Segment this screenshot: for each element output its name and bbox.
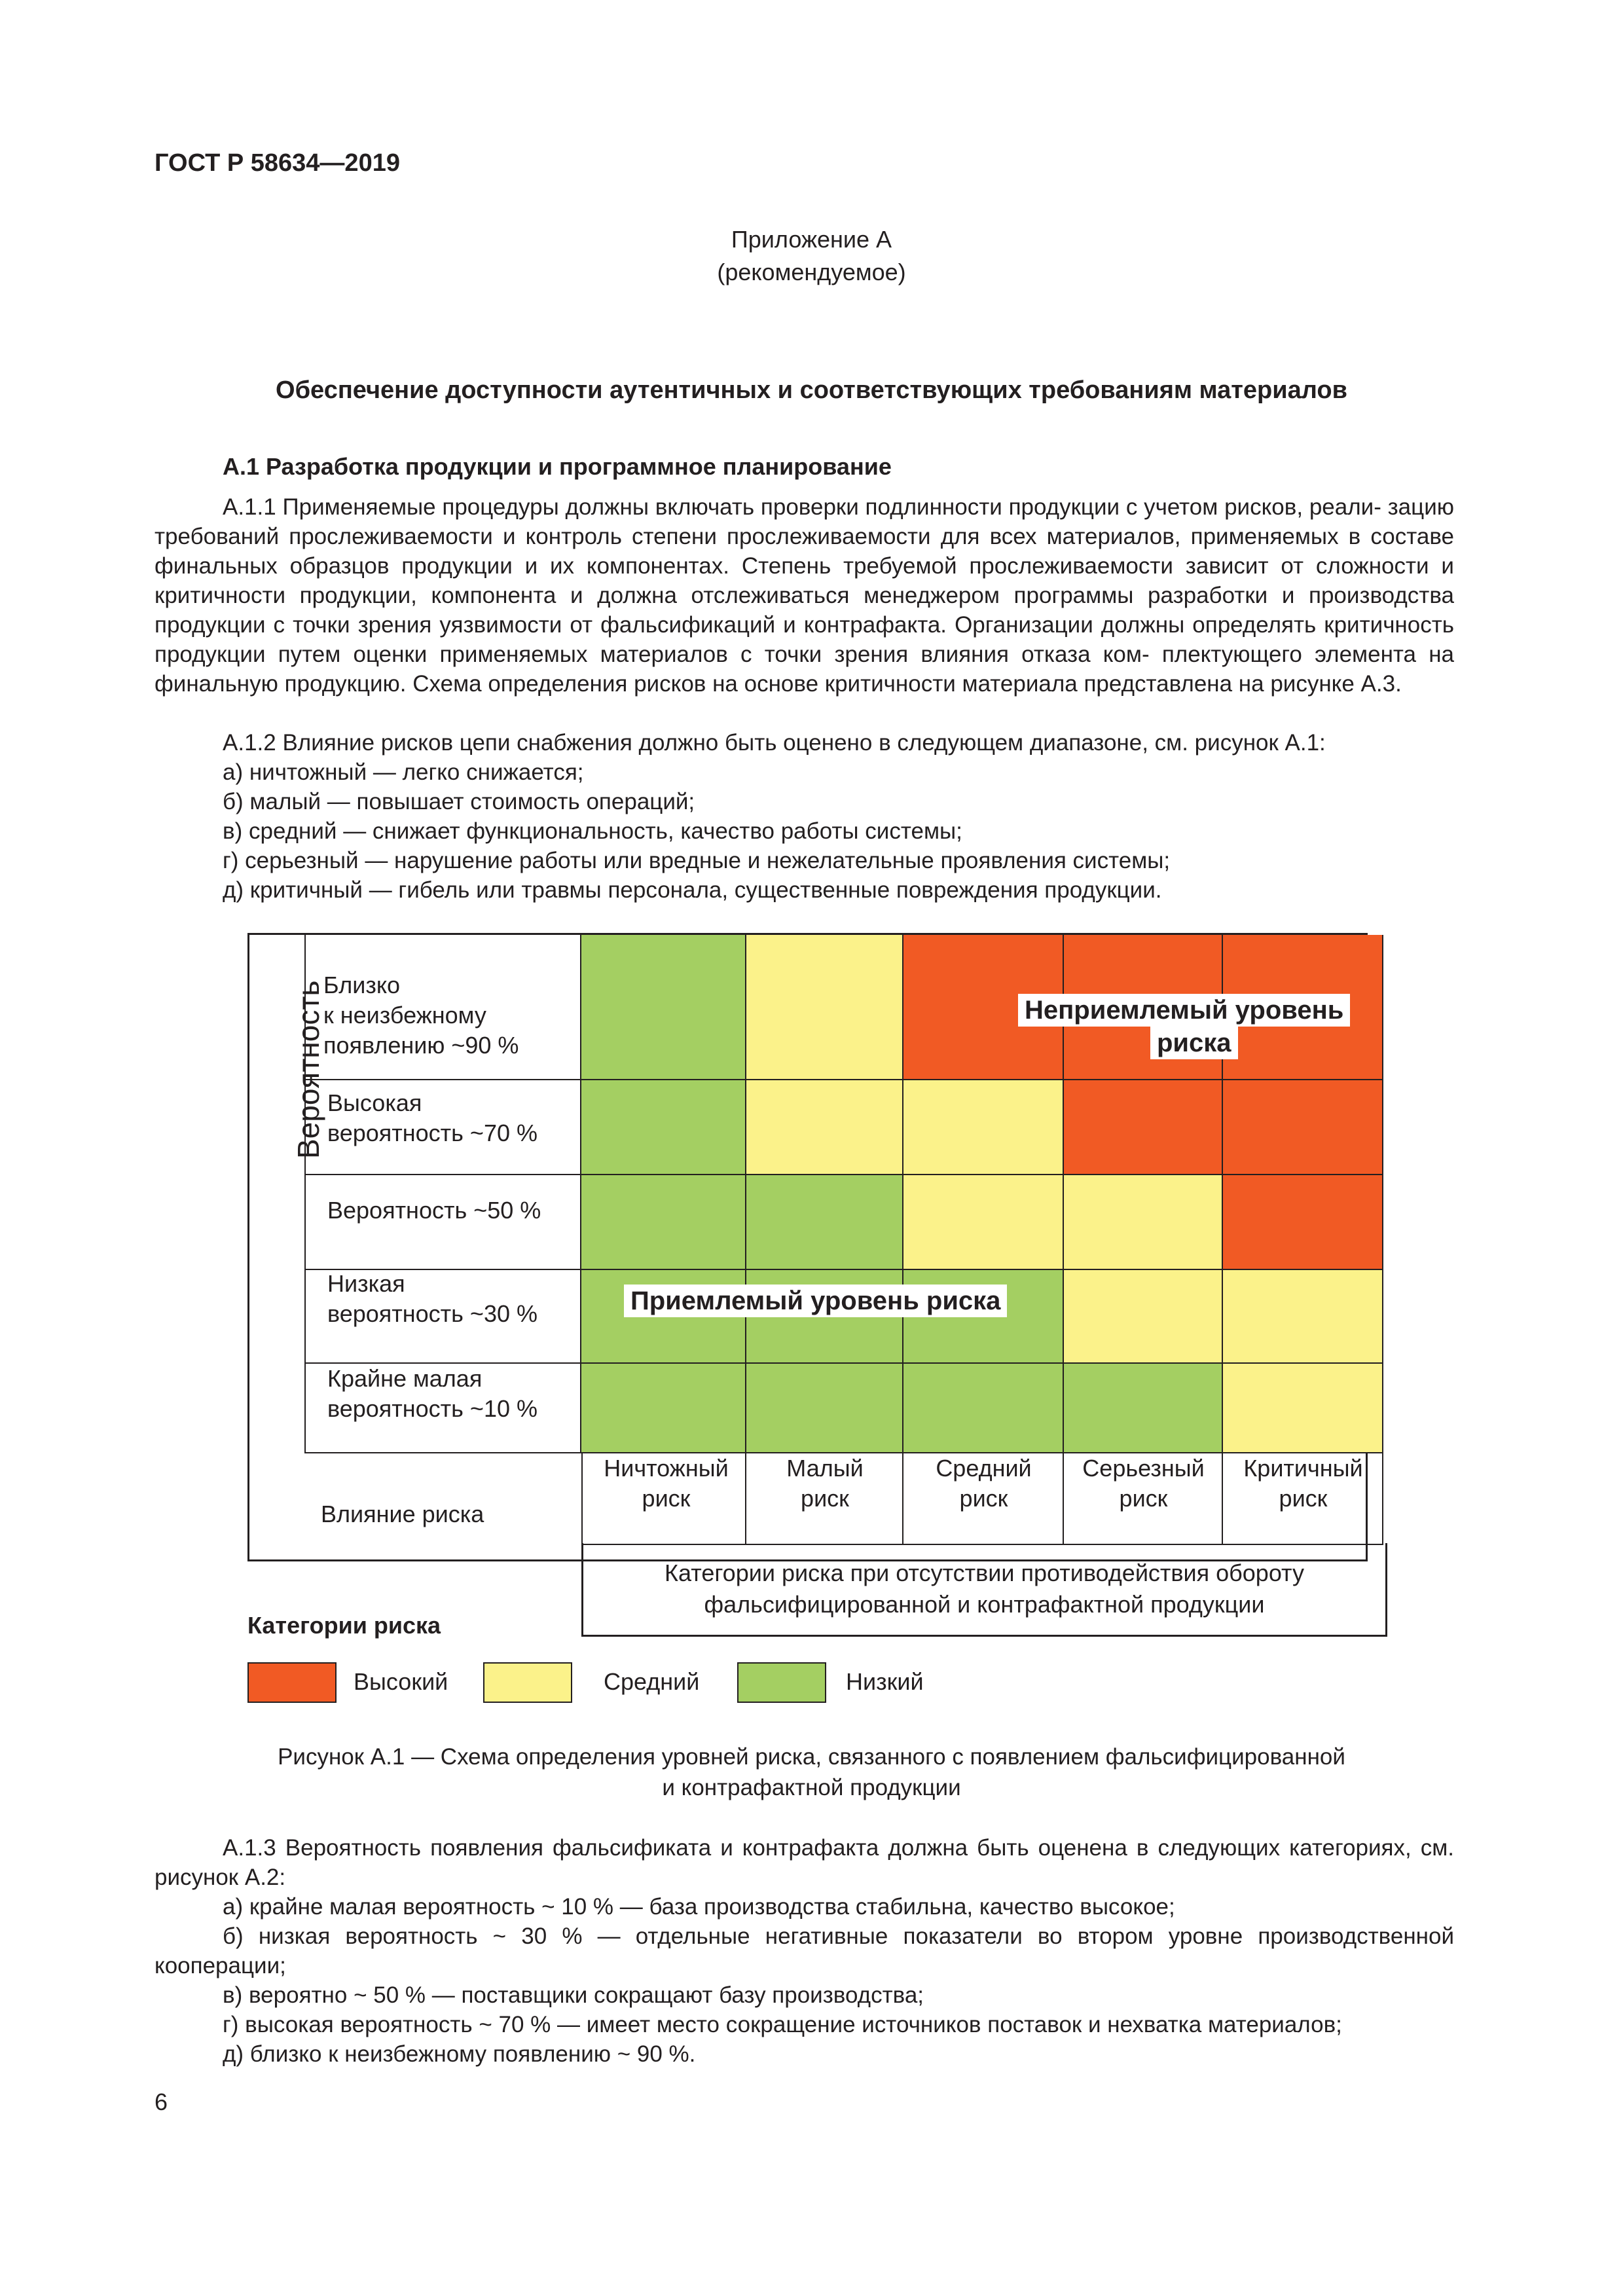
risk-cell-low — [581, 1364, 746, 1453]
risk-cell-medium — [903, 1175, 1064, 1270]
legend-swatch-high — [247, 1662, 337, 1703]
section-heading: А.1 Разработка продукции и программное планирование — [223, 453, 892, 480]
list-item: д) близко к неизбежному появлению ~ 90 %. — [223, 2041, 696, 2067]
legend-label-medium: Средний — [604, 1668, 700, 1695]
impact-label: Влияние риска — [321, 1501, 484, 1527]
paragraph-a11: А.1.1 Применяемые процедуры должны включать проверки подлинности продукции с учетом рисков, реали- зацию требований прослеживаемости и контроль степени прослеживаемости для всех материалов, применяемых в составе финальных образцов продукции и их компонентах. Степень требуемой прослеживаемости зависит от сложности и критичности продукции, компонента и должна отслеживаться менеджером программы разработки и производства продукции с точки зрения уязвимости от фальсификаций и контрафакта. Организации должны определять критичность продукции путем оценки применяемых материалов с точки зрения влияния отказа ком- плектующего элемента на финальную продукцию. Схема определения рисков на основе критичности материала представлена на рисунке А.3. — [155, 494, 1454, 697]
unacceptable-level-label-2: риска — [1150, 1027, 1238, 1059]
appendix-type: (рекомендуемое) — [717, 259, 906, 285]
legend-swatch-medium — [483, 1662, 572, 1703]
appendix-label: Приложение А — [731, 226, 892, 253]
row-label-10: Крайне малая вероятность ~10 % — [327, 1365, 538, 1422]
column-label-minor: Малый риск — [786, 1455, 864, 1512]
column-label-critical: Критичный риск — [1243, 1455, 1363, 1512]
row-label-90: Близко к неизбежному появлению ~90 % — [323, 972, 519, 1059]
risk-cell-high — [1223, 1080, 1383, 1175]
legend-title: Категории риска — [247, 1612, 441, 1639]
legend-label-low: Низкий — [846, 1668, 924, 1695]
acceptable-level-label: Приемлемый уровень риска — [624, 1285, 1007, 1317]
column-label-negligible: Ничтожный риск — [604, 1455, 729, 1512]
list-item: г) серьезный — нарушение работы или вредные и нежелательные проявления системы; — [223, 848, 1171, 873]
risk-cell-medium — [1223, 1270, 1383, 1364]
risk-cell-low — [581, 1175, 746, 1270]
column-label-serious: Серьезный риск — [1082, 1455, 1205, 1512]
legend-label-high: Высокий — [354, 1668, 448, 1695]
risk-cell-low — [746, 1364, 903, 1453]
paragraph-a12-intro: А.1.2 Влияние рисков цепи снабжения должно быть оценено в следующем диапазоне, см. рисунок А.1: — [223, 730, 1326, 756]
risk-cell-low — [903, 1364, 1064, 1453]
row-label-30: Низкая вероятность ~30 % — [327, 1270, 538, 1327]
risk-cell-high — [1064, 1080, 1223, 1175]
risk-cell-medium — [1064, 1270, 1223, 1364]
column-label-moderate: Средний риск — [936, 1455, 1032, 1512]
risk-cell-medium — [746, 935, 903, 1080]
risk-cell-medium — [1223, 1364, 1383, 1453]
risk-cell-medium — [1064, 1175, 1223, 1270]
risk-cell-low — [581, 1080, 746, 1175]
page-number: 6 — [155, 2088, 168, 2115]
risk-cell-low — [581, 935, 746, 1080]
list-item: а) ничтожный — легко снижается; — [223, 759, 584, 785]
standard-header: ГОСТ Р 58634—2019 — [155, 149, 400, 177]
list-item: б) малый — повышает стоимость операций; — [223, 789, 695, 814]
legend-swatch-low — [737, 1662, 826, 1703]
list-item: д) критичный — гибель или травмы персонала, существенные повреждения продукции. — [223, 877, 1162, 903]
figure-caption: Рисунок А.1 — Схема определения уровней риска, связанного с появлением фальсифицированной и контрафактной продукции — [278, 1744, 1345, 1800]
list-item: б) низкая вероятность ~ 30 % — отдельные негативные показатели во втором уровне производственной кооперации; — [155, 1923, 1454, 1978]
list-item: а) крайне малая вероятность ~ 10 % — база производства стабильна, качество высокое; — [223, 1894, 1175, 1920]
risk-cell-medium — [746, 1080, 903, 1175]
paragraph-a13-intro: А.1.3 Вероятность появления фальсификата и контрафакта должна быть оценена в следующих категориях, см. рисунок А.2: — [155, 1835, 1454, 1890]
probability-axis-label: Вероятность — [291, 980, 325, 1159]
row-label-70: Высокая вероятность ~70 % — [327, 1089, 538, 1146]
list-item: в) вероятно ~ 50 % — поставщики сокращают базу производства; — [223, 1982, 924, 2008]
categories-box: Категории риска при отсутствии противодействия обороту фальсифицированной и контрафактной продукции — [581, 1543, 1387, 1637]
risk-cell-low — [746, 1175, 903, 1270]
list-item: г) высокая вероятность ~ 70 % — имеет место сокращение источников поставок и нехватка материалов; — [223, 2012, 1342, 2037]
row-label-50: Вероятность ~50 % — [327, 1197, 541, 1224]
unacceptable-level-label: Неприемлемый уровень — [1018, 994, 1350, 1027]
risk-cell-low — [1064, 1364, 1223, 1453]
list-item: в) средний — снижает функциональность, качество работы системы; — [223, 818, 962, 844]
risk-cell-medium — [903, 1080, 1064, 1175]
appendix-title: Обеспечение доступности аутентичных и соответствующих требованиям материалов — [276, 376, 1347, 404]
risk-cell-high — [1223, 1175, 1383, 1270]
